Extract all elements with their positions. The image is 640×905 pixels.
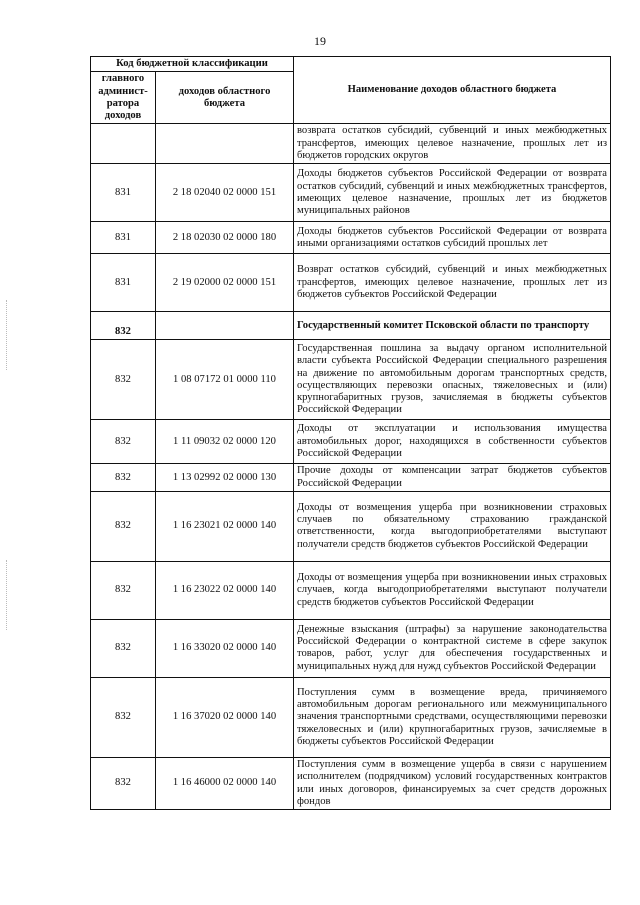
header-budget-code-group: Код бюджетной классификации (91, 57, 294, 72)
table-body (91, 124, 611, 810)
income-code-cell (156, 124, 294, 164)
admin-code-cell: 831 (91, 164, 156, 222)
table-row (91, 464, 611, 492)
budget-classification-table (90, 56, 611, 810)
table-row (91, 677, 611, 757)
admin-code-cell: 832 (91, 757, 156, 809)
admin-code-cell (91, 124, 156, 164)
income-name-cell: Государственный комитет Псковской области по транспорту (294, 312, 611, 340)
income-code-cell: 1 16 23022 02 0000 140 (156, 561, 294, 619)
admin-code-cell: 832 (91, 464, 156, 492)
income-code-cell: 1 13 02992 02 0000 130 (156, 464, 294, 492)
table-row (91, 491, 611, 561)
income-name-cell: Доходы бюджетов субъектов Российской Федерации от возврата иными организациями остатков субсидий прошлых лет (294, 222, 611, 254)
header-row-group (91, 57, 611, 72)
income-name-cell: Доходы от эксплуатации и использования имущества автомобильных дорог, находящихся в собственности субъектов Российской Федерации (294, 420, 611, 464)
income-name-cell: Доходы бюджетов субъектов Российской Федерации от возврата остатков субсидий, субвенций и иных межбюджетных трансфертов, имеющих целевое назначение, прошлых лет из бюджетов муниципальных районов (294, 164, 611, 222)
income-name-cell: Денежные взыскания (штрафы) за нарушение законодательства Российской Федерации о контрактной системе в сфере закупок товаров, работ, услуг для обеспечения государственных и муниципальных нужд для нужд субъектов Российской Федерации (294, 619, 611, 677)
section-row (91, 312, 611, 340)
admin-code-cell: 831 (91, 254, 156, 312)
table-row (91, 420, 611, 464)
table-row (91, 124, 611, 164)
income-code-cell: 1 16 23021 02 0000 140 (156, 491, 294, 561)
income-name-cell: Доходы от возмещения ущерба при возникновении иных страховых случаев, когда выгодоприобретателями выступают получатели средств бюджетов субъектов Российской Федерации (294, 561, 611, 619)
income-code-cell: 1 16 33020 02 0000 140 (156, 619, 294, 677)
scan-margin-mark (6, 300, 9, 370)
table-row (91, 254, 611, 312)
table-row (91, 164, 611, 222)
income-code-cell: 1 16 37020 02 0000 140 (156, 677, 294, 757)
admin-code-cell: 832 (91, 619, 156, 677)
income-code-cell: 1 08 07172 01 0000 110 (156, 340, 294, 420)
page-number: 19 (314, 34, 326, 48)
table-row (91, 619, 611, 677)
admin-code-cell: 832 (91, 677, 156, 757)
income-name-cell: Доходы от возмещения ущерба при возникновении страховых случаев по обязательному страхованию гражданской ответственности, когда выгодоприобретателями выступают получатели средств бюджетов субъектов Российской Федерации (294, 491, 611, 561)
income-name-cell: Поступления сумм в возмещение вреда, причиняемого автомобильным дорогам регионального или межмуниципального значения транспортными средствами, осуществляющими перевозки тяжеловесных и (или) крупногабаритных грузов, зачисляемые в бюджеты субъектов Российской Федерации (294, 677, 611, 757)
scan-margin-mark (6, 560, 9, 630)
admin-code-cell: 832 (91, 491, 156, 561)
income-code-cell: 2 19 02000 02 0000 151 (156, 254, 294, 312)
admin-code-cell: 831 (91, 222, 156, 254)
header-admin-code: главного админист-ратора доходов (91, 72, 156, 124)
income-name-cell: Возврат остатков субсидий, субвенций и иных межбюджетных трансфертов, имеющих целевое назначение, прошлых лет из бюджетов субъектов Российской Федерации (294, 254, 611, 312)
header-income-code: доходов областного бюджета (156, 72, 294, 124)
admin-code-cell: 832 (91, 340, 156, 420)
income-code-cell: 2 18 02030 02 0000 180 (156, 222, 294, 254)
income-code-cell: 1 16 46000 02 0000 140 (156, 757, 294, 809)
income-code-cell: 1 11 09032 02 0000 120 (156, 420, 294, 464)
table-row (91, 757, 611, 809)
admin-code-cell: 832 (91, 312, 156, 340)
income-name-cell: Государственная пошлина за выдачу органом исполнительной власти субъекта Российской Федерации специального разрешения на движение по автомобильным дорогам транспортных средств, осуществляющих перевозки опасных, тяжеловесных и (или) крупногабаритных грузов, зачисляемая в бюджеты субъектов Российской Федерации (294, 340, 611, 420)
income-code-cell (156, 312, 294, 340)
table-row (91, 222, 611, 254)
admin-code-cell: 832 (91, 561, 156, 619)
header-income-name: Наименование доходов областного бюджета (294, 57, 611, 124)
income-code-cell: 2 18 02040 02 0000 151 (156, 164, 294, 222)
income-name-cell: возврата остатков субсидий, субвенций и иных межбюджетных трансфертов, имеющих целевое назначение, прошлых лет из бюджетов городских округов (294, 124, 611, 164)
table-row (91, 340, 611, 420)
admin-code-cell: 832 (91, 420, 156, 464)
table-row (91, 561, 611, 619)
income-name-cell: Поступления сумм в возмещение ущерба в связи с нарушением исполнителем (подрядчиком) условий государственных контрактов или иных договоров, финансируемых за счет средств дорожных фондов (294, 757, 611, 809)
income-name-cell: Прочие доходы от компенсации затрат бюджетов субъектов Российской Федерации (294, 464, 611, 492)
